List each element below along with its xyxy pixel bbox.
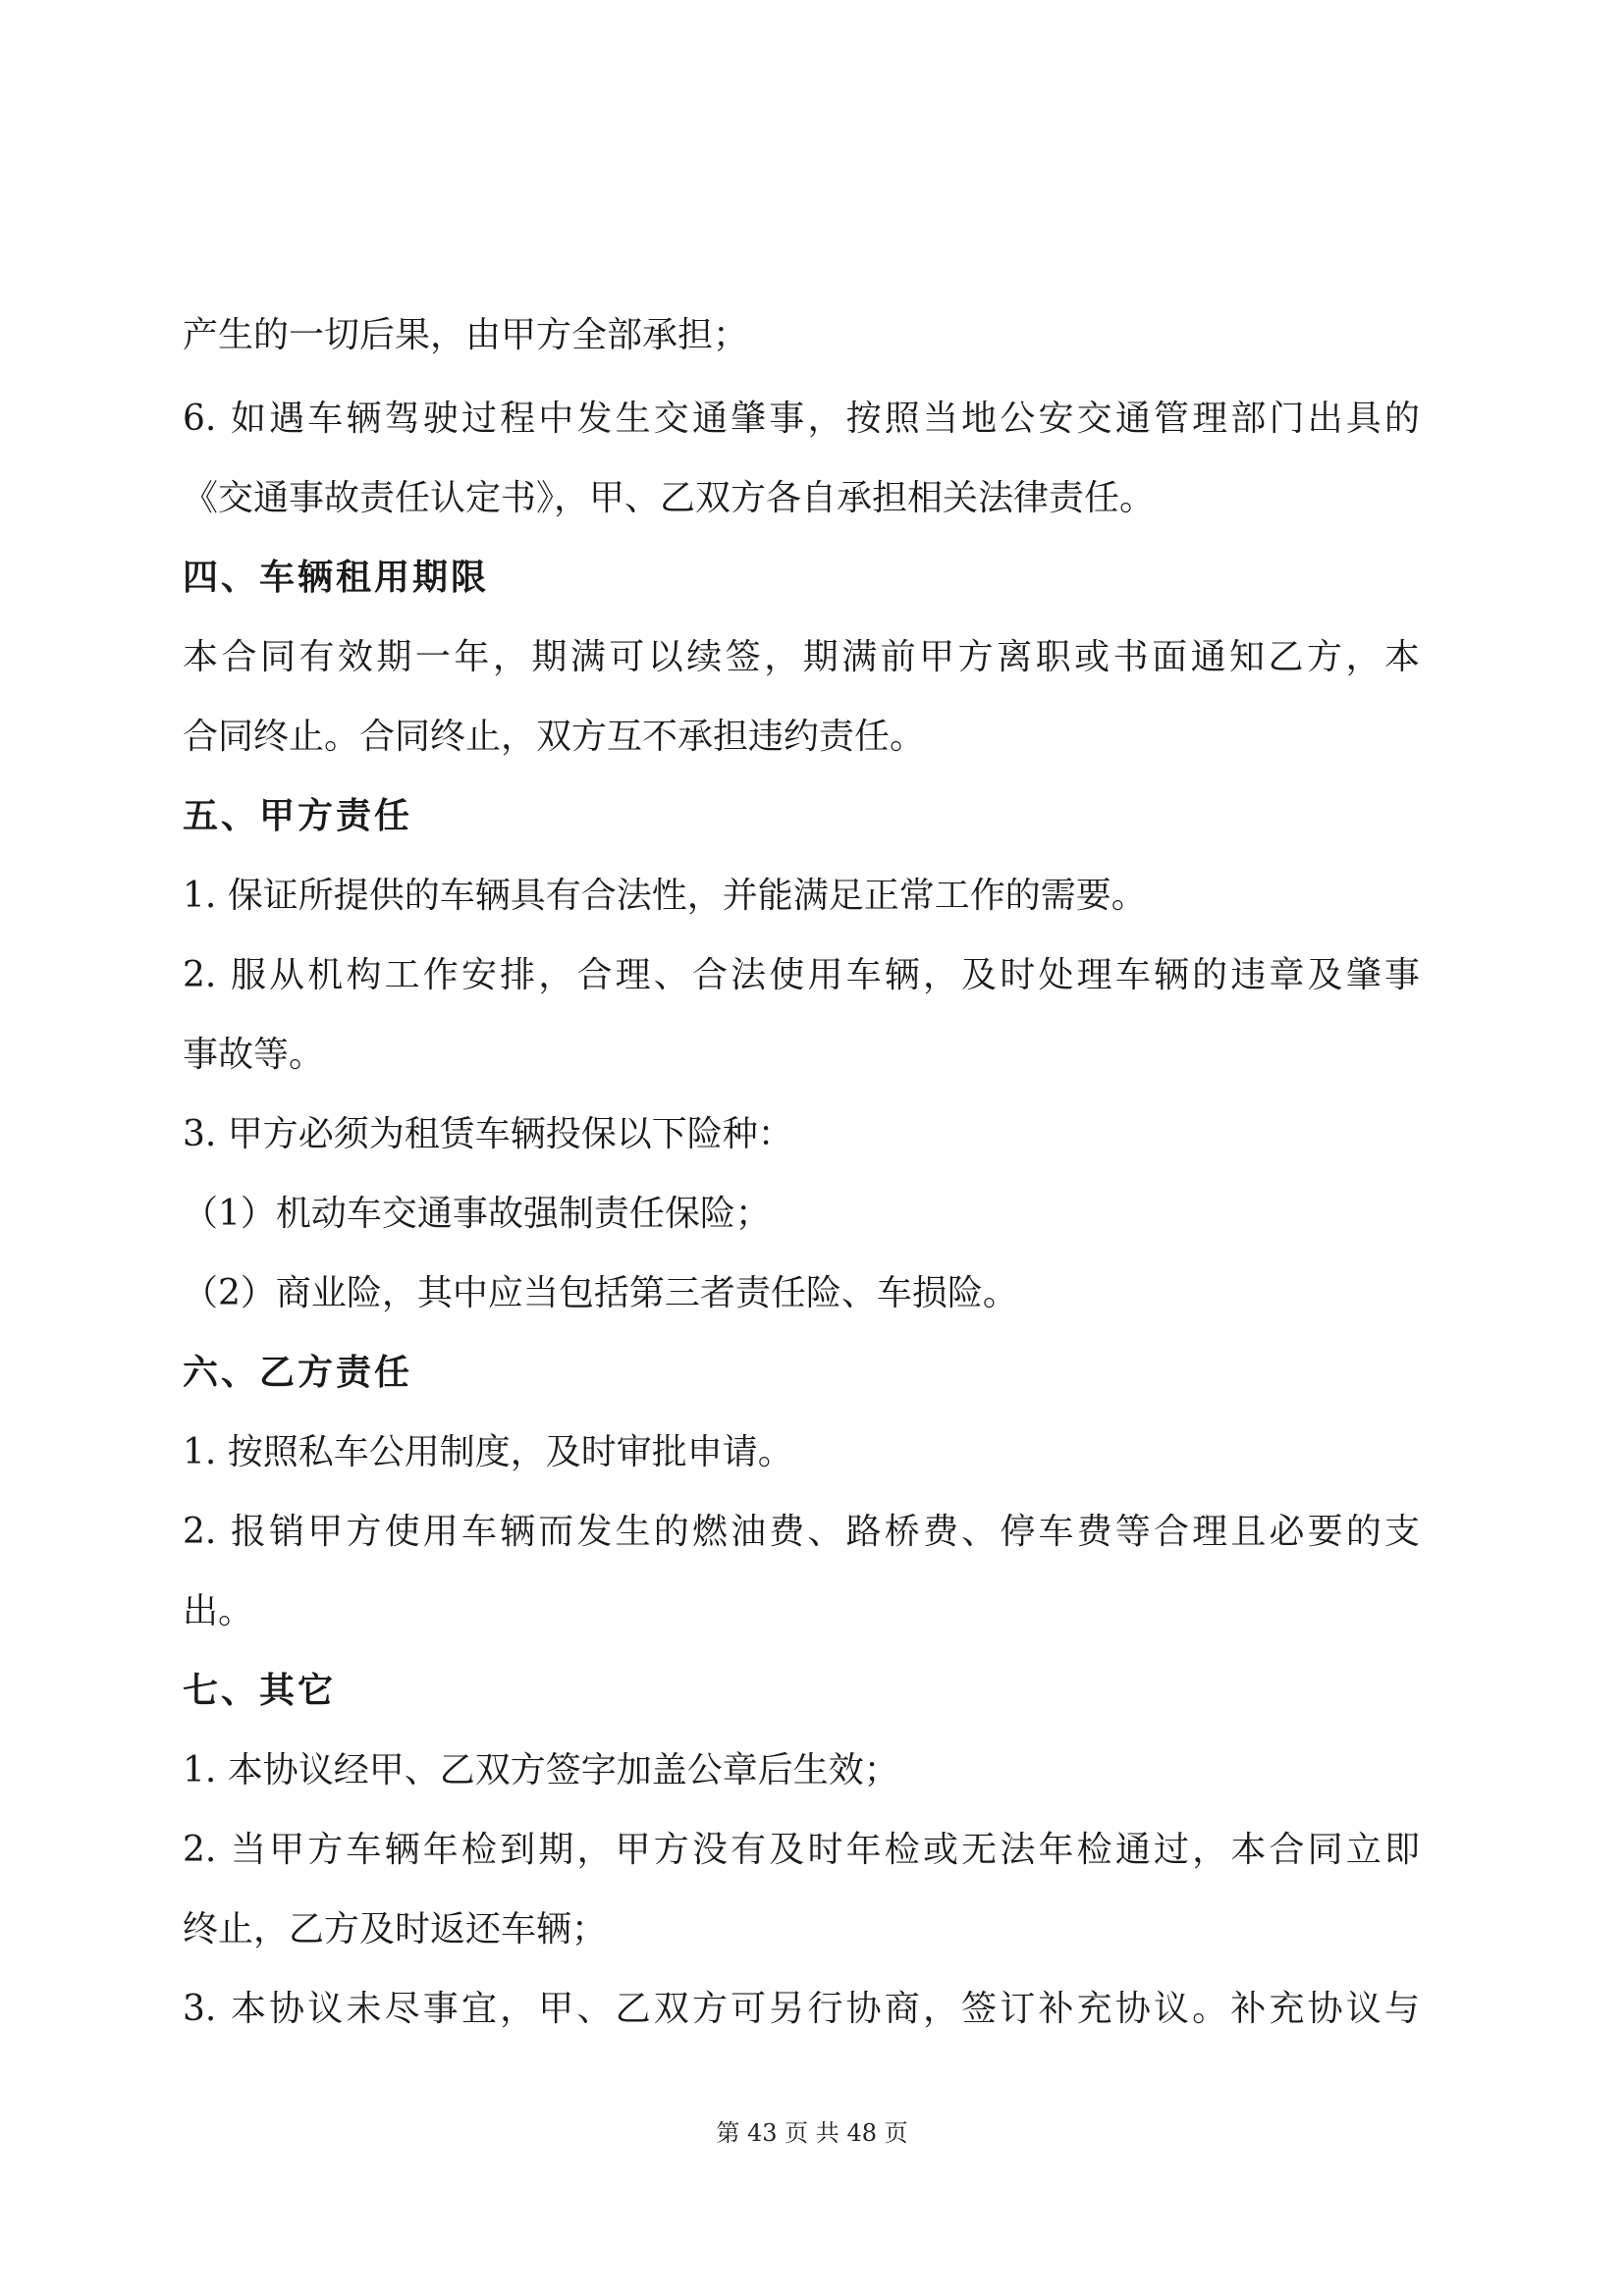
body-line-3: 《交通事故责任认定书》，甲、乙双方各自承担相关法律责任。 (183, 478, 1156, 518)
footer-middle: 页 共 (785, 2119, 839, 2147)
footer-suffix: 页 (884, 2119, 908, 2147)
body-line-6: 合同终止。合同终止，双方互不承担违约责任。 (183, 717, 926, 757)
section-heading-7: 七、其它 (183, 1671, 337, 1711)
section-heading-5: 五、甲方责任 (183, 796, 413, 836)
body-line-16: 2. 报销甲方使用车辆而发生的燃油费、路桥费、停车费等合理且必要的支 (183, 1512, 1420, 1552)
body-line-19: 1. 本协议经甲、乙双方签字加盖公章后生效； (183, 1750, 899, 1790)
footer-total-pages: 48 (846, 2119, 877, 2147)
body-line-8: 1. 保证所提供的车辆具有合法性，并能满足正常工作的需要。 (183, 876, 1147, 916)
footer-prefix: 第 (716, 2119, 740, 2147)
section-heading-4: 四、车辆租用期限 (183, 558, 490, 598)
body-line-11: 3. 甲方必须为租赁车辆投保以下险种： (183, 1114, 793, 1154)
body-line-10: 事故等。 (183, 1035, 325, 1075)
body-line-5: 本合同有效期一年，期满可以续签，期满前甲方离职或书面通知乙方，本 (183, 637, 1420, 677)
body-line-20: 2. 当甲方车辆年检到期，甲方没有及时年检或无法年检通过，本合同立即 (183, 1830, 1420, 1870)
body-line-17: 出。 (183, 1591, 254, 1631)
body-line-1: 产生的一切后果，由甲方全部承担； (183, 315, 749, 355)
body-line-2: 6. 如遇车辆驾驶过程中发生交通肇事，按照当地公安交通管理部门出具的 (183, 399, 1420, 439)
body-line-9: 2. 服从机构工作安排，合理、合法使用车辆，及时处理车辆的违章及肇事 (183, 955, 1420, 995)
body-line-13: （2）商业险，其中应当包括第三者责任险、车损险。 (183, 1273, 1018, 1313)
page-footer (0, 2118, 1624, 2148)
footer-current-page: 43 (746, 2119, 778, 2147)
body-line-15: 1. 按照私车公用制度，及时审批申请。 (183, 1432, 793, 1472)
section-heading-6: 六、乙方责任 (183, 1353, 413, 1393)
body-line-22: 3. 本协议未尽事宜，甲、乙双方可另行协商，签订补充协议。补充协议与 (183, 1989, 1420, 2029)
body-line-12: （1）机动车交通事故强制责任保险； (183, 1194, 771, 1234)
body-line-21: 终止，乙方及时返还车辆； (183, 1909, 608, 1949)
